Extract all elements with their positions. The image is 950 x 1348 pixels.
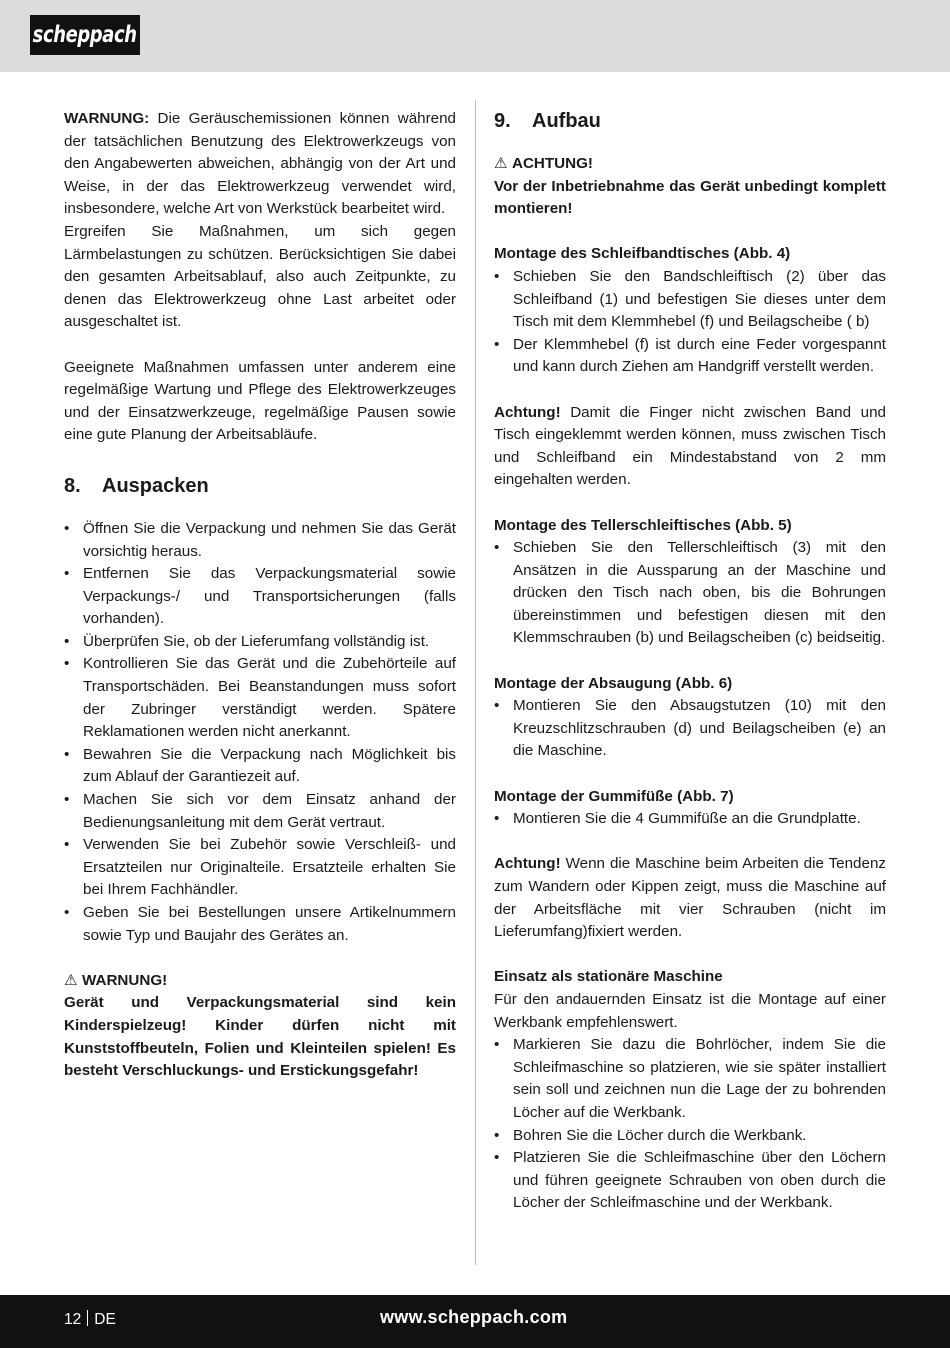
column-divider [475, 100, 476, 1265]
left-column [64, 108, 456, 1083]
page-number: 12 DE [64, 1311, 116, 1328]
list-item: • Montieren Sie den Absaugstutzen (10) mit den Kreuzschlitzschrauben (d) und Beilagscheiben (e) an die Maschine. [494, 695, 886, 763]
list-item: • Schieben Sie den Bandschleiftisch (2) über das Schleifband (1) und befestigen Sie dieses unter dem Tisch mit dem Klemmhebel (f) und Beilagscheibe ( b) [494, 266, 886, 334]
noise-warning-paragraph: WARNUNG: Die Geräuschemissionen können während der tatsächlichen Benutzung des Elektrowerkzeugs von den Angabewerten abweichen, abhängig von der Art und Weise, in der das Elektrowerkzeug verwendet wird, insbesondere, welche Art von Werkstück bearbeitet wird. [64, 110, 456, 218]
list-item: • Bewahren Sie die Verpackung nach Möglichkeit bis zum Ablauf der Garantiezeit auf. [64, 744, 456, 789]
list-item: • Der Klemmhebel (f) ist durch eine Feder vorgespannt und kann durch Ziehen am Handgriff verstellt werden. [494, 334, 886, 379]
caution-heading: ⚠ ACHTUNG! [494, 153, 886, 176]
disc-table-list [494, 537, 886, 650]
right-column [494, 108, 886, 1215]
extraction-list [494, 695, 886, 763]
stationary-intro: Für den andauernden Einsatz ist die Montage auf einer Werkbank empfehlenswert. [494, 990, 886, 1031]
subsection-title: Montage des Schleifbandtisches (Abb. 4) [494, 245, 791, 263]
list-item: • Bohren Sie die Löcher durch die Werkbank. [494, 1125, 886, 1148]
section-8-heading: 8. Auspacken [64, 474, 209, 497]
list-item: • Entfernen Sie das Verpackungsmaterial sowie Verpackungs-/ und Transportsicherungen (falls vorhanden). [64, 563, 456, 631]
section-9-heading: 9. Aufbau [494, 110, 601, 132]
belt-table-list [494, 266, 886, 379]
suitable-measures-paragraph: Geeignete Maßnahmen umfassen unter anderem eine regelmäßige Wartung und Pflege des Elektrowerkzeuges und der Einsatzwerkzeuge, regelmäßige Pausen sowie eine gute Planung der Arbeitsabläufe. [64, 358, 456, 444]
warning-triangle-icon: ⚠ [494, 155, 508, 172]
list-item: • Kontrollieren Sie das Gerät und die Zubehörteile auf Transportschäden. Bei Beanstandungen muss sofort der Zubringer verständigt werden. Spätere Reklamationen werden nicht anerkannt. [64, 653, 456, 743]
list-item: • Machen Sie sich vor dem Einsatz anhand der Bedienungsanleitung mit dem Gerät vertraut. [64, 789, 456, 834]
list-item: • Schieben Sie den Tellerschleiftisch (3) mit den Ansätzen in die Aussparung an der Maschine und drücken den Tisch nach oben, bis die Bohrungen übereinstimmen und befestigen diesen mit den Klemmschrauben (b) und Beilagscheiben (c) beidseitig. [494, 537, 886, 650]
list-item: • Montieren Sie die 4 Gummifüße an die Grundplatte. [494, 808, 886, 831]
tipping-caution-paragraph: Achtung! Wenn die Maschine beim Arbeiten die Tendenz zum Wandern oder Kippen zeigt, muss die Maschine auf der Arbeitsfläche mit vier Schrauben (nicht im Lieferumfang)fixiert werden. [494, 855, 886, 941]
stationary-list [494, 1034, 886, 1215]
noise-measures-paragraph: Ergreifen Sie Maßnahmen, um sich gegen Lärmbelastungen zu schützen. Berücksichtigen Sie dabei den gesamten Arbeitsablauf, also auch Zeitpunkte, zu denen das Elektrowerkzeug ohne Last arbeitet oder ausgeschaltet ist. [64, 222, 456, 331]
website-link[interactable]: www.scheppach.com [380, 1307, 568, 1327]
page-footer [0, 1295, 950, 1348]
warning-heading: ⚠ WARNUNG! [64, 970, 456, 993]
warning-triangle-icon: ⚠ [64, 971, 78, 989]
list-item: • Überprüfen Sie, ob der Lieferumfang vollständig ist. [64, 631, 456, 654]
subsection-title: Montage des Tellerschleiftisches (Abb. 5) [494, 516, 792, 534]
caution-text: Vor der Inbetriebnahme das Gerät unbedingt komplett montieren! [494, 177, 886, 218]
subsection-title: Einsatz als stationäre Maschine [494, 968, 723, 986]
list-item: • Platzieren Sie die Schleifmaschine über den Löchern und führen geeignete Schrauben von oben durch die Löcher der Schleifmaschine und der Werkbank. [494, 1147, 886, 1215]
warning-text: Gerät und Verpackungsmaterial sind kein Kinderspielzeug! Kinder dürfen nicht mit Kunststoffbeuteln, Folien und Kleinteilen spielen! Es besteht Verschluckungs- und Erstickungsgefahr! [64, 994, 456, 1080]
list-item: • Verwenden Sie bei Zubehör sowie Verschleiß- und Ersatzteilen nur Originalteile. Ersatzteile erhalten Sie bei Ihrem Fachhändler. [64, 834, 456, 902]
scheppach-logo: scheppach [30, 15, 140, 55]
unpacking-list [64, 518, 456, 947]
subsection-title: Montage der Absaugung (Abb. 6) [494, 674, 733, 692]
rubber-feet-list [494, 808, 886, 831]
list-item: • Öffnen Sie die Verpackung und nehmen Sie das Gerät vorsichtig heraus. [64, 518, 456, 563]
page-header [0, 0, 950, 72]
list-item: • Markieren Sie dazu die Bohrlöcher, indem Sie die Schleifmaschine so platzieren, wie sie später installiert sein soll und zeichnen nun die Lage der zu bohrenden Löcher auf die Werkbank. [494, 1034, 886, 1124]
list-item: • Geben Sie bei Bestellungen unsere Artikelnummern sowie Typ und Baujahr des Gerätes an. [64, 902, 456, 947]
finger-caution-paragraph: Achtung! Damit die Finger nicht zwischen Band und Tisch eingeklemmt werden können, muss zwischen Tisch und Schleifband ein Mindestabstand von 2 mm eingehalten werden. [494, 403, 886, 489]
subsection-title: Montage der Gummifüße (Abb. 7) [494, 787, 734, 805]
